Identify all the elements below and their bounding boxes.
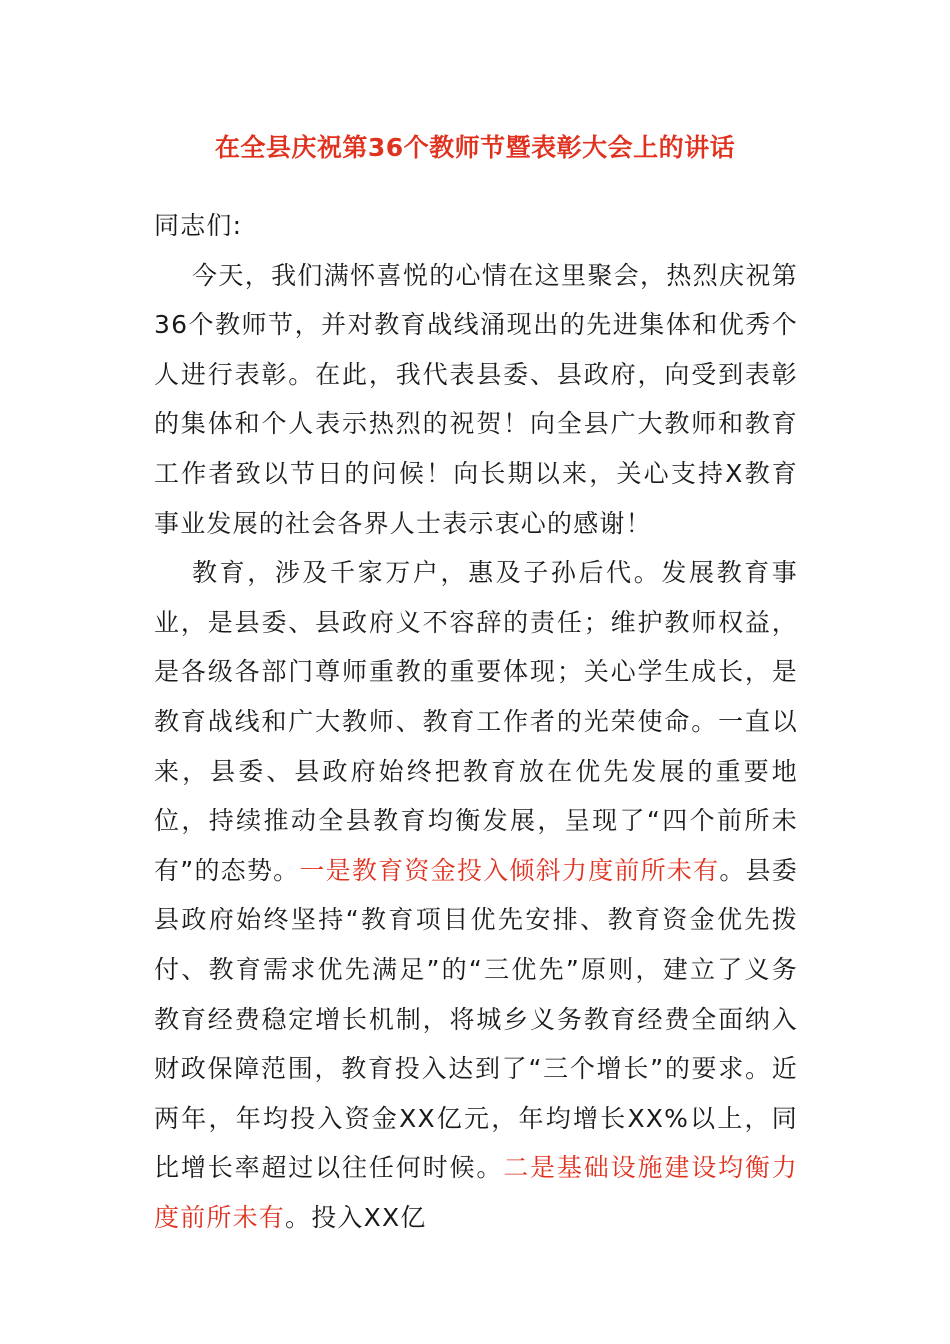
salutation: 同志们: (154, 211, 243, 240)
paragraph-1: 今天，我们满怀喜悦的心情在这里聚会，热烈庆祝第36个教师节，并对教育战线涌现出的先进集体和优秀个人进行表彰。在此，我代表县委、县政府，向受到表彰的集体和个人表示热烈的祝贺！向全县广大教师和教育工作者致以节日的问候！向长期以来，关心支持X教育事业发展的社会各界人士表示衷心的感谢！ (154, 260, 798, 538)
paragraph-2-text-2: 。县委县政府始终坚持“教育项目优先安排、教育资金优先拨付、教育需求优先满足”的“三优先”原则，建立了义务教育经费稳定增长机制，将城乡义务教育经费全面纳入财政保障范围，教育投入达到了“三个增长”的要求。近两年，年均投入资金XX亿元，年均增长XX%以上，同比增长率超过以往任何时候。 (154, 855, 798, 1183)
paragraph-2-text-1: 教育，涉及千家万户，惠及子孙后代。发展教育事业，是县委、县政府义不容辞的责任；维护教师权益，是各级各部门尊师重教的重要体现；关心学生成长，是教育战线和广大教师、教育工作者的光荣使命。一直以来，县委、县政府始终把教育放在优先发展的重要地位，持续推动全县教育均衡发展，呈现了“四个前所未有”的态势。 (154, 558, 798, 885)
document-title: 在全县庆祝第36个教师节暨表彰大会上的讲话 (214, 133, 736, 162)
paragraph-2-text-3: 。投入XX亿 (285, 1202, 427, 1232)
paragraph-2 (154, 548, 798, 1242)
highlight-point-1: 一是教育资金投入倾斜力度前所未有 (299, 855, 720, 885)
document-body (154, 201, 798, 1242)
highlight-point-2: 二是基础设施建设均衡力度前所未有 (154, 1153, 798, 1232)
